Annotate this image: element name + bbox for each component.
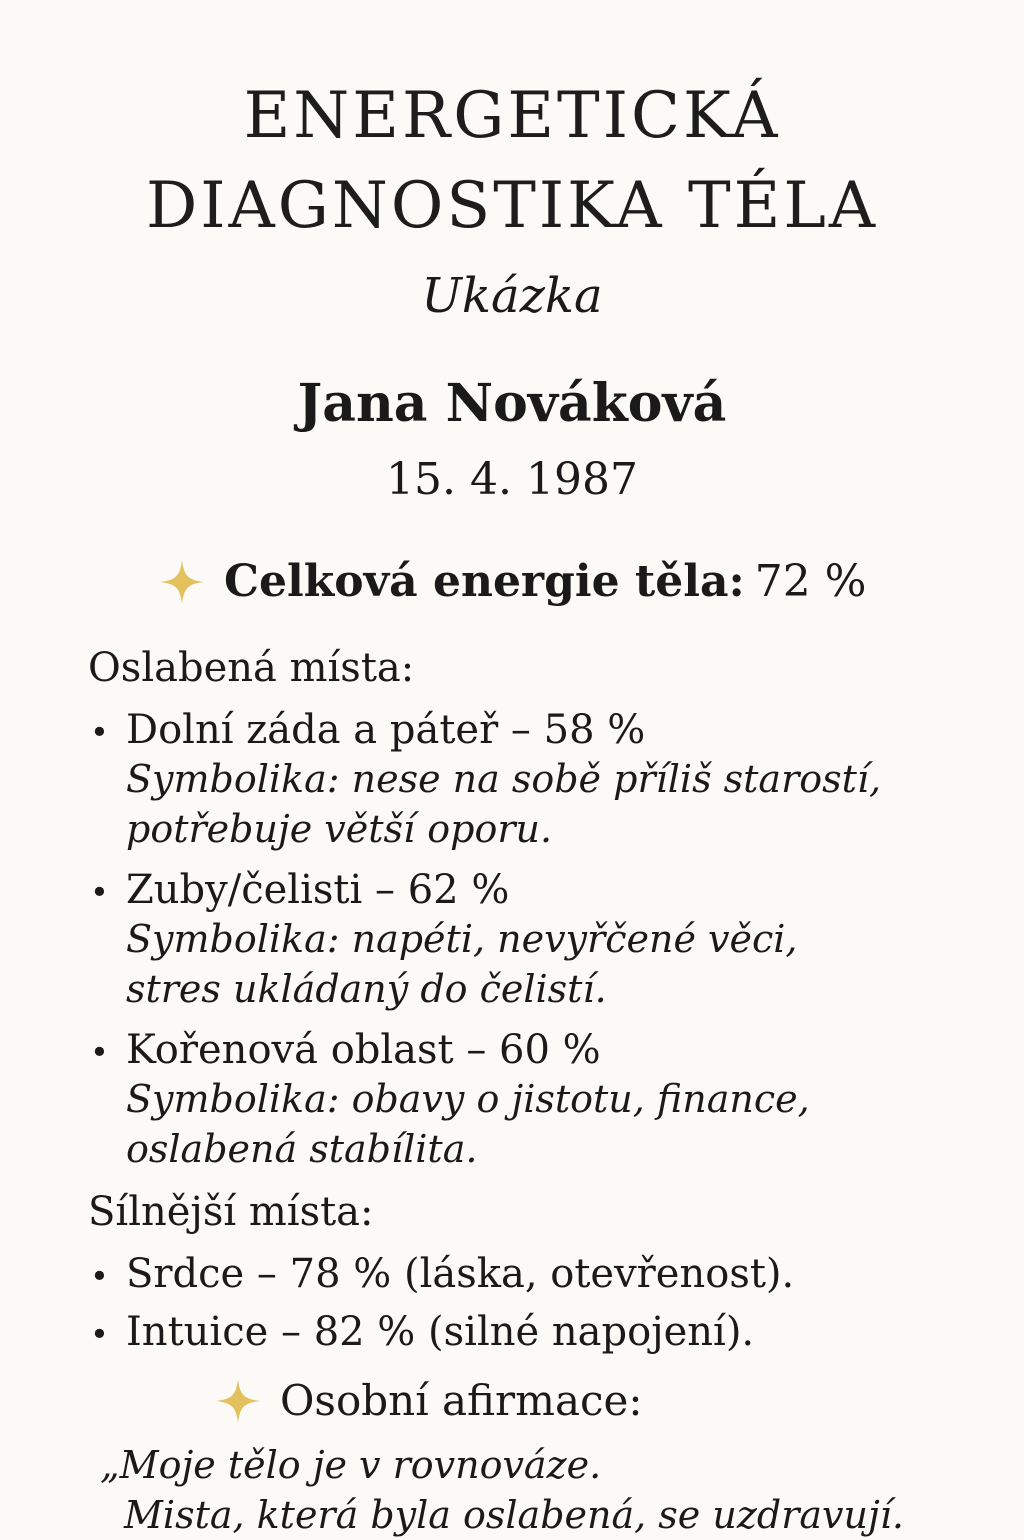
document-subtitle: Ukázka — [421, 268, 603, 324]
weak-item-title: Kořenová oblast – 60 % — [126, 1027, 601, 1073]
overall-energy-label: Celková energie těla: — [224, 556, 745, 607]
sparkle-icon — [214, 1377, 262, 1425]
weak-item — [90, 1026, 990, 1174]
sparkle-icon — [158, 558, 206, 606]
bullet: • — [90, 1315, 109, 1353]
affirmation-text — [100, 1440, 904, 1540]
strong-areas-heading: Sílnější místa: — [88, 1189, 374, 1235]
weak-item-symbolika-line2: stres ukládaný do čelistí. — [126, 967, 607, 1011]
weak-item-symbolika-line2: oslabená stabílita. — [126, 1127, 478, 1171]
weak-areas-heading: Oslabená místa: — [88, 645, 415, 691]
weak-item-title: Zuby/čelisti – 62 % — [126, 867, 510, 913]
bullet: • — [90, 713, 109, 751]
weak-item-title: Dolní záda a páteř – 58 % — [126, 707, 646, 753]
strong-item-title: Intuice – 82 % (silné napojení). — [126, 1309, 755, 1355]
bullet: • — [90, 1033, 109, 1071]
affirmation-heading: Osobní afirmace: — [280, 1376, 643, 1425]
document-title-line2: DIAGNOSTIKA TÉLA — [145, 169, 879, 243]
weak-item-symbolika-line1: Symbolika: nese na sobě příliš starostí, — [126, 757, 882, 801]
weak-item-symbolika-line1: Symbolika: obavy o jistotu, finance, — [126, 1077, 810, 1121]
weak-item-symbolika-line1: Symbolika: napéti, nevyřčené věci, — [126, 917, 798, 961]
weak-item — [90, 866, 990, 1014]
strong-item — [90, 1250, 990, 1298]
strong-item-title: Srdce – 78 % (láska, otevřenost). — [126, 1251, 795, 1297]
overall-energy-value: 72 % — [754, 556, 867, 607]
person-name: Jana Nováková — [297, 373, 727, 434]
affirmation-line2: Mista, která byla oslabená, se uzdravují. — [124, 1493, 904, 1537]
affirmation-line1: „Moje tělo je v rovnováze. — [100, 1443, 602, 1487]
weak-item — [90, 706, 990, 854]
bullet: • — [90, 1257, 109, 1295]
strong-item — [90, 1308, 990, 1356]
overall-energy — [158, 556, 867, 607]
birth-date: 15. 4. 1987 — [386, 454, 638, 505]
document-title-line1: ENERGETICKÁ — [243, 79, 781, 153]
affirmation-heading-line — [214, 1376, 643, 1425]
bullet: • — [90, 873, 109, 911]
weak-item-symbolika-line2: potřebuje větší oporu. — [126, 807, 553, 851]
